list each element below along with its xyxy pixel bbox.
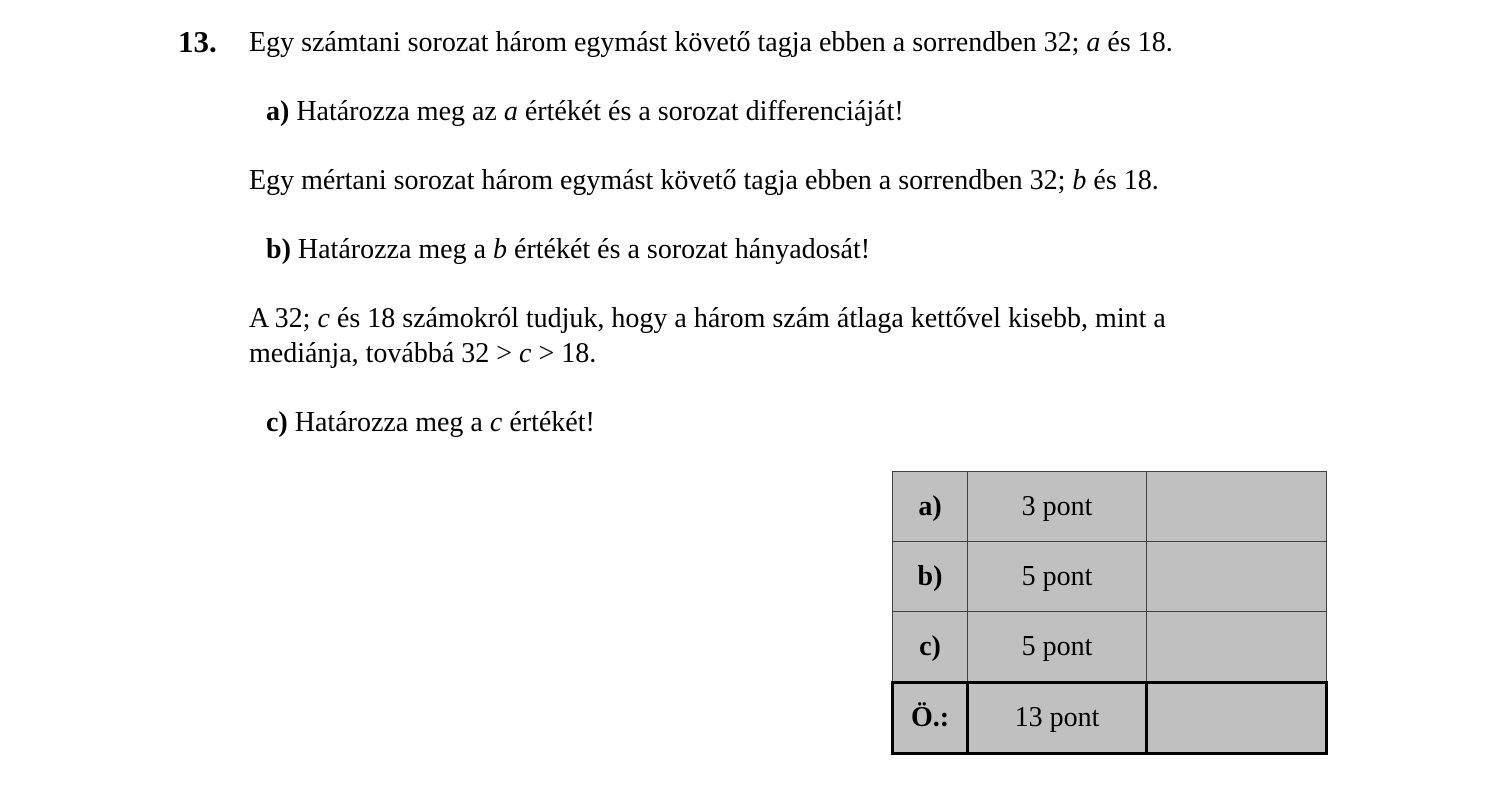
- variable-c: c: [489, 407, 503, 438]
- statement-text: A 32;: [249, 303, 318, 334]
- score-row-c: [893, 612, 1327, 683]
- score-row-total: [893, 683, 1327, 754]
- score-part-label: c): [893, 612, 968, 683]
- statement-text: és 18.: [1100, 27, 1173, 58]
- question-text: Határozza meg a: [287, 407, 490, 438]
- score-earned-cell[interactable]: [1147, 542, 1327, 612]
- question-text: értékét!: [502, 407, 595, 438]
- question-text: értékét és a sorozat hányadosát!: [507, 234, 871, 265]
- score-part-label: a): [893, 472, 968, 542]
- score-max-points: 3 pont: [968, 472, 1147, 542]
- score-total-points: 13 pont: [968, 683, 1147, 754]
- geometric-sequence-statement: [249, 164, 1159, 198]
- score-part-label: b): [893, 542, 968, 612]
- part-b-question: [266, 233, 870, 267]
- part-b-label: b): [266, 234, 291, 265]
- c-statement-line2: [249, 337, 596, 371]
- statement-text: mediánja, továbbá 32 >: [249, 338, 520, 369]
- variable-b: b: [493, 234, 508, 265]
- score-total-earned-cell[interactable]: [1147, 683, 1327, 754]
- variable-b: b: [1072, 165, 1087, 196]
- c-statement-line1: [249, 302, 1166, 336]
- statement-text: Egy számtani sorozat három egymást követő tagja ebben a sorrendben 32;: [249, 27, 1087, 58]
- part-a-label: a): [266, 96, 290, 127]
- arithmetic-sequence-statement: [249, 26, 1173, 60]
- part-c-label: c): [266, 407, 288, 438]
- variable-a: a: [503, 96, 518, 127]
- part-a-question: [266, 95, 904, 129]
- score-earned-cell[interactable]: [1147, 612, 1327, 683]
- score-row-b: [893, 542, 1327, 612]
- score-earned-cell[interactable]: [1147, 472, 1327, 542]
- score-row-a: [893, 472, 1327, 542]
- question-text: értékét és a sorozat differenciáját!: [517, 96, 904, 127]
- score-max-points: 5 pont: [968, 612, 1147, 683]
- score-total-label: Ö.:: [893, 683, 968, 754]
- question-text: Határozza meg a: [290, 234, 494, 265]
- statement-text: és 18 számokról tudjuk, hogy a három szám átlaga kettővel kisebb, mint a: [329, 303, 1166, 334]
- variable-c: c: [519, 338, 532, 369]
- score-max-points: 5 pont: [968, 542, 1147, 612]
- variable-a: a: [1086, 27, 1101, 58]
- statement-text: Egy mértani sorozat három egymást követő tagja ebben a sorrendben 32;: [249, 165, 1073, 196]
- part-c-question: [266, 406, 595, 440]
- variable-c: c: [317, 303, 330, 334]
- statement-text: és 18.: [1086, 165, 1159, 196]
- statement-text: > 18.: [531, 338, 597, 369]
- score-table: [891, 471, 1328, 755]
- problem-number: 13.: [178, 24, 217, 59]
- question-text: Határozza meg az: [289, 96, 504, 127]
